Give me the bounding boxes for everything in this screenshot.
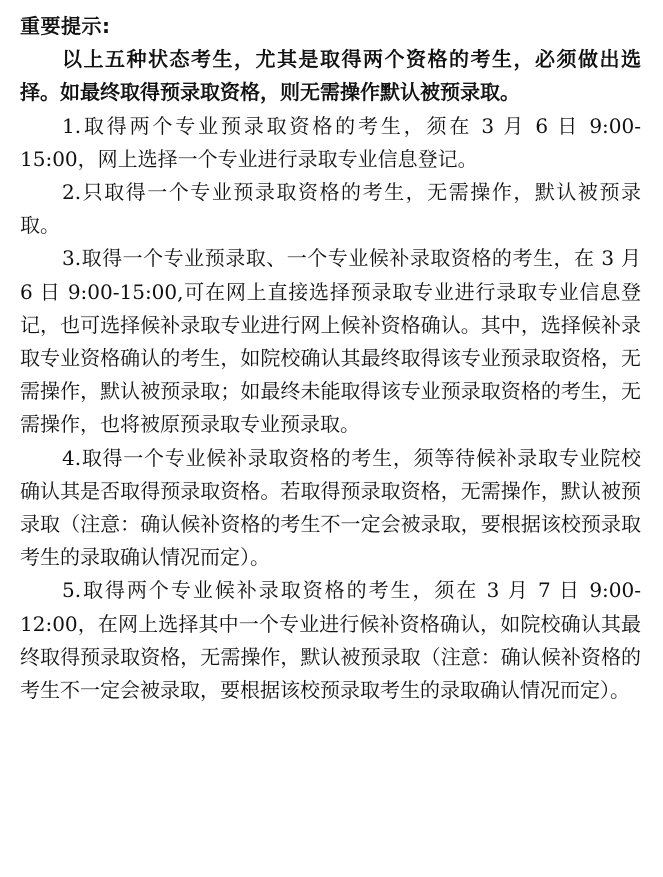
item-paragraph-2: 2.只取得一个专业预录取资格的考生，无需操作，默认被预录取。 — [20, 180, 641, 238]
item-paragraph-3: 3.取得一个专业预录取、一个专业候补录取资格的考生，在 3 月 6 日 9:00-15:00,可在网上直接选择预录取专业进行录取专业信息登记，也可选择候补录取专业进行网上候补资格确认。其中，选择候补录取专业资格确认的考生，如院校确认其最终取得该专业预录取资格，无需操作，默认被预录取；如最终未能取得该专业预录取资格的考生，无需操作，也将被原预录取专业预录取。 — [20, 246, 641, 437]
emphasis-paragraph: 以上五种状态考生，尤其是取得两个资格的考生，必须做出选择。如最终取得预录取资格，则无需操作默认被预录取。 — [20, 47, 641, 105]
item-paragraph-4: 4.取得一个专业候补录取资格的考生，须等待候补录取专业院校确认其是否取得预录取资格。若取得预录取资格，无需操作，默认被预录取（注意：确认候补资格的考生不一定会被录取，要根据该校预录取考生的录取确认情况而定）。 — [20, 445, 641, 570]
item-paragraph-5: 5.取得两个专业候补录取资格的考生，须在 3 月 7 日 9:00-12:00，在网上选择其中一个专业进行候补资格确认，如院校确认其最终取得预录取资格，无需操作，默认被预录取（注意：确认候补资格的考生不一定会被录取，要根据该校预录取考生的录取确认情况而定）。 — [20, 578, 641, 703]
notice-title: 重要提示: — [20, 14, 111, 38]
item-paragraph-1: 1.取得两个专业预录取资格的考生，须在 3 月 6 日 9:00-15:00，网上选择一个专业进行录取专业信息登记。 — [20, 113, 641, 171]
